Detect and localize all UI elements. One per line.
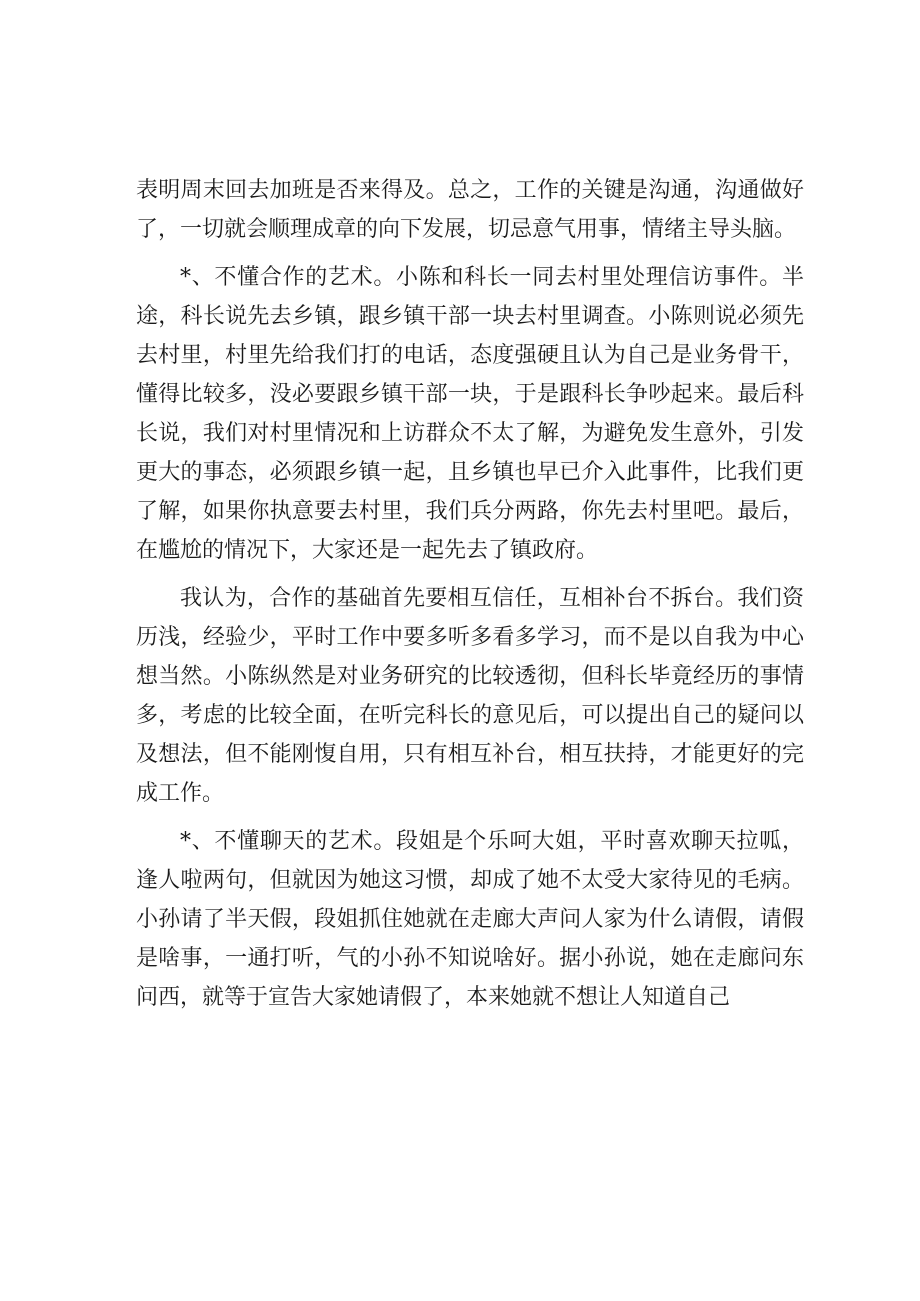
paragraph-1: 表明周末回去加班是否来得及。总之，工作的关键是沟通，沟通做好了，一切就会顺理成章的向下发展，切忌意气用事，情绪主导头脑。 (136, 178, 804, 242)
paragraph-2: *、不懂合作的艺术。小陈和科长一同去村里处理信访事件。半途，科长说先去乡镇，跟乡镇干部一块去村里调查。小陈则说必须先去村里，村里先给我们打的电话，态度强硬且认为自己是业务骨干，懂得比较多，没必要跟乡镇干部一块，于是跟科长争吵起来。最后科长说，我们对村里情况和上访群众不太了解，为避免发生意外，引发更大的事态，必须跟乡镇一起，且乡镇也早已介入此事件，比我们更了解，如果你执意要去村里，我们兵分两路，你先去村里吧。最后，在尴尬的情况下，大家还是一起先去了镇政府。 (136, 265, 804, 563)
paragraph-4: *、不懂聊天的艺术。段姐是个乐呵大姐，平时喜欢聊天拉呱，逢人啦两句，但就因为她这习惯，却成了她不太受大家待见的毛病。小孙请了半天假，段姐抓住她就在走廊大声问人家为什么请假，请假是啥事，一通打听，气的小孙不知说啥好。据小孙说，她在走廊问东问西，就等于宣告大家她请假了，本来她就不想让人知道自己 (136, 829, 804, 1010)
paragraph-3: 我认为，合作的基础首先要相互信任，互相补台不拆台。我们资历浅，经验少，平时工作中要多听多看多学习，而不是以自我为中心想当然。小陈纵然是对业务研究的比较透彻，但科长毕竟经历的事情多，考虑的比较全面，在听完科长的意见后，可以提出自己的疑问以及想法，但不能刚愎自用，只有相互补台，相互扶持，才能更好的完成工作。 (136, 586, 804, 806)
body-text (136, 171, 804, 1017)
